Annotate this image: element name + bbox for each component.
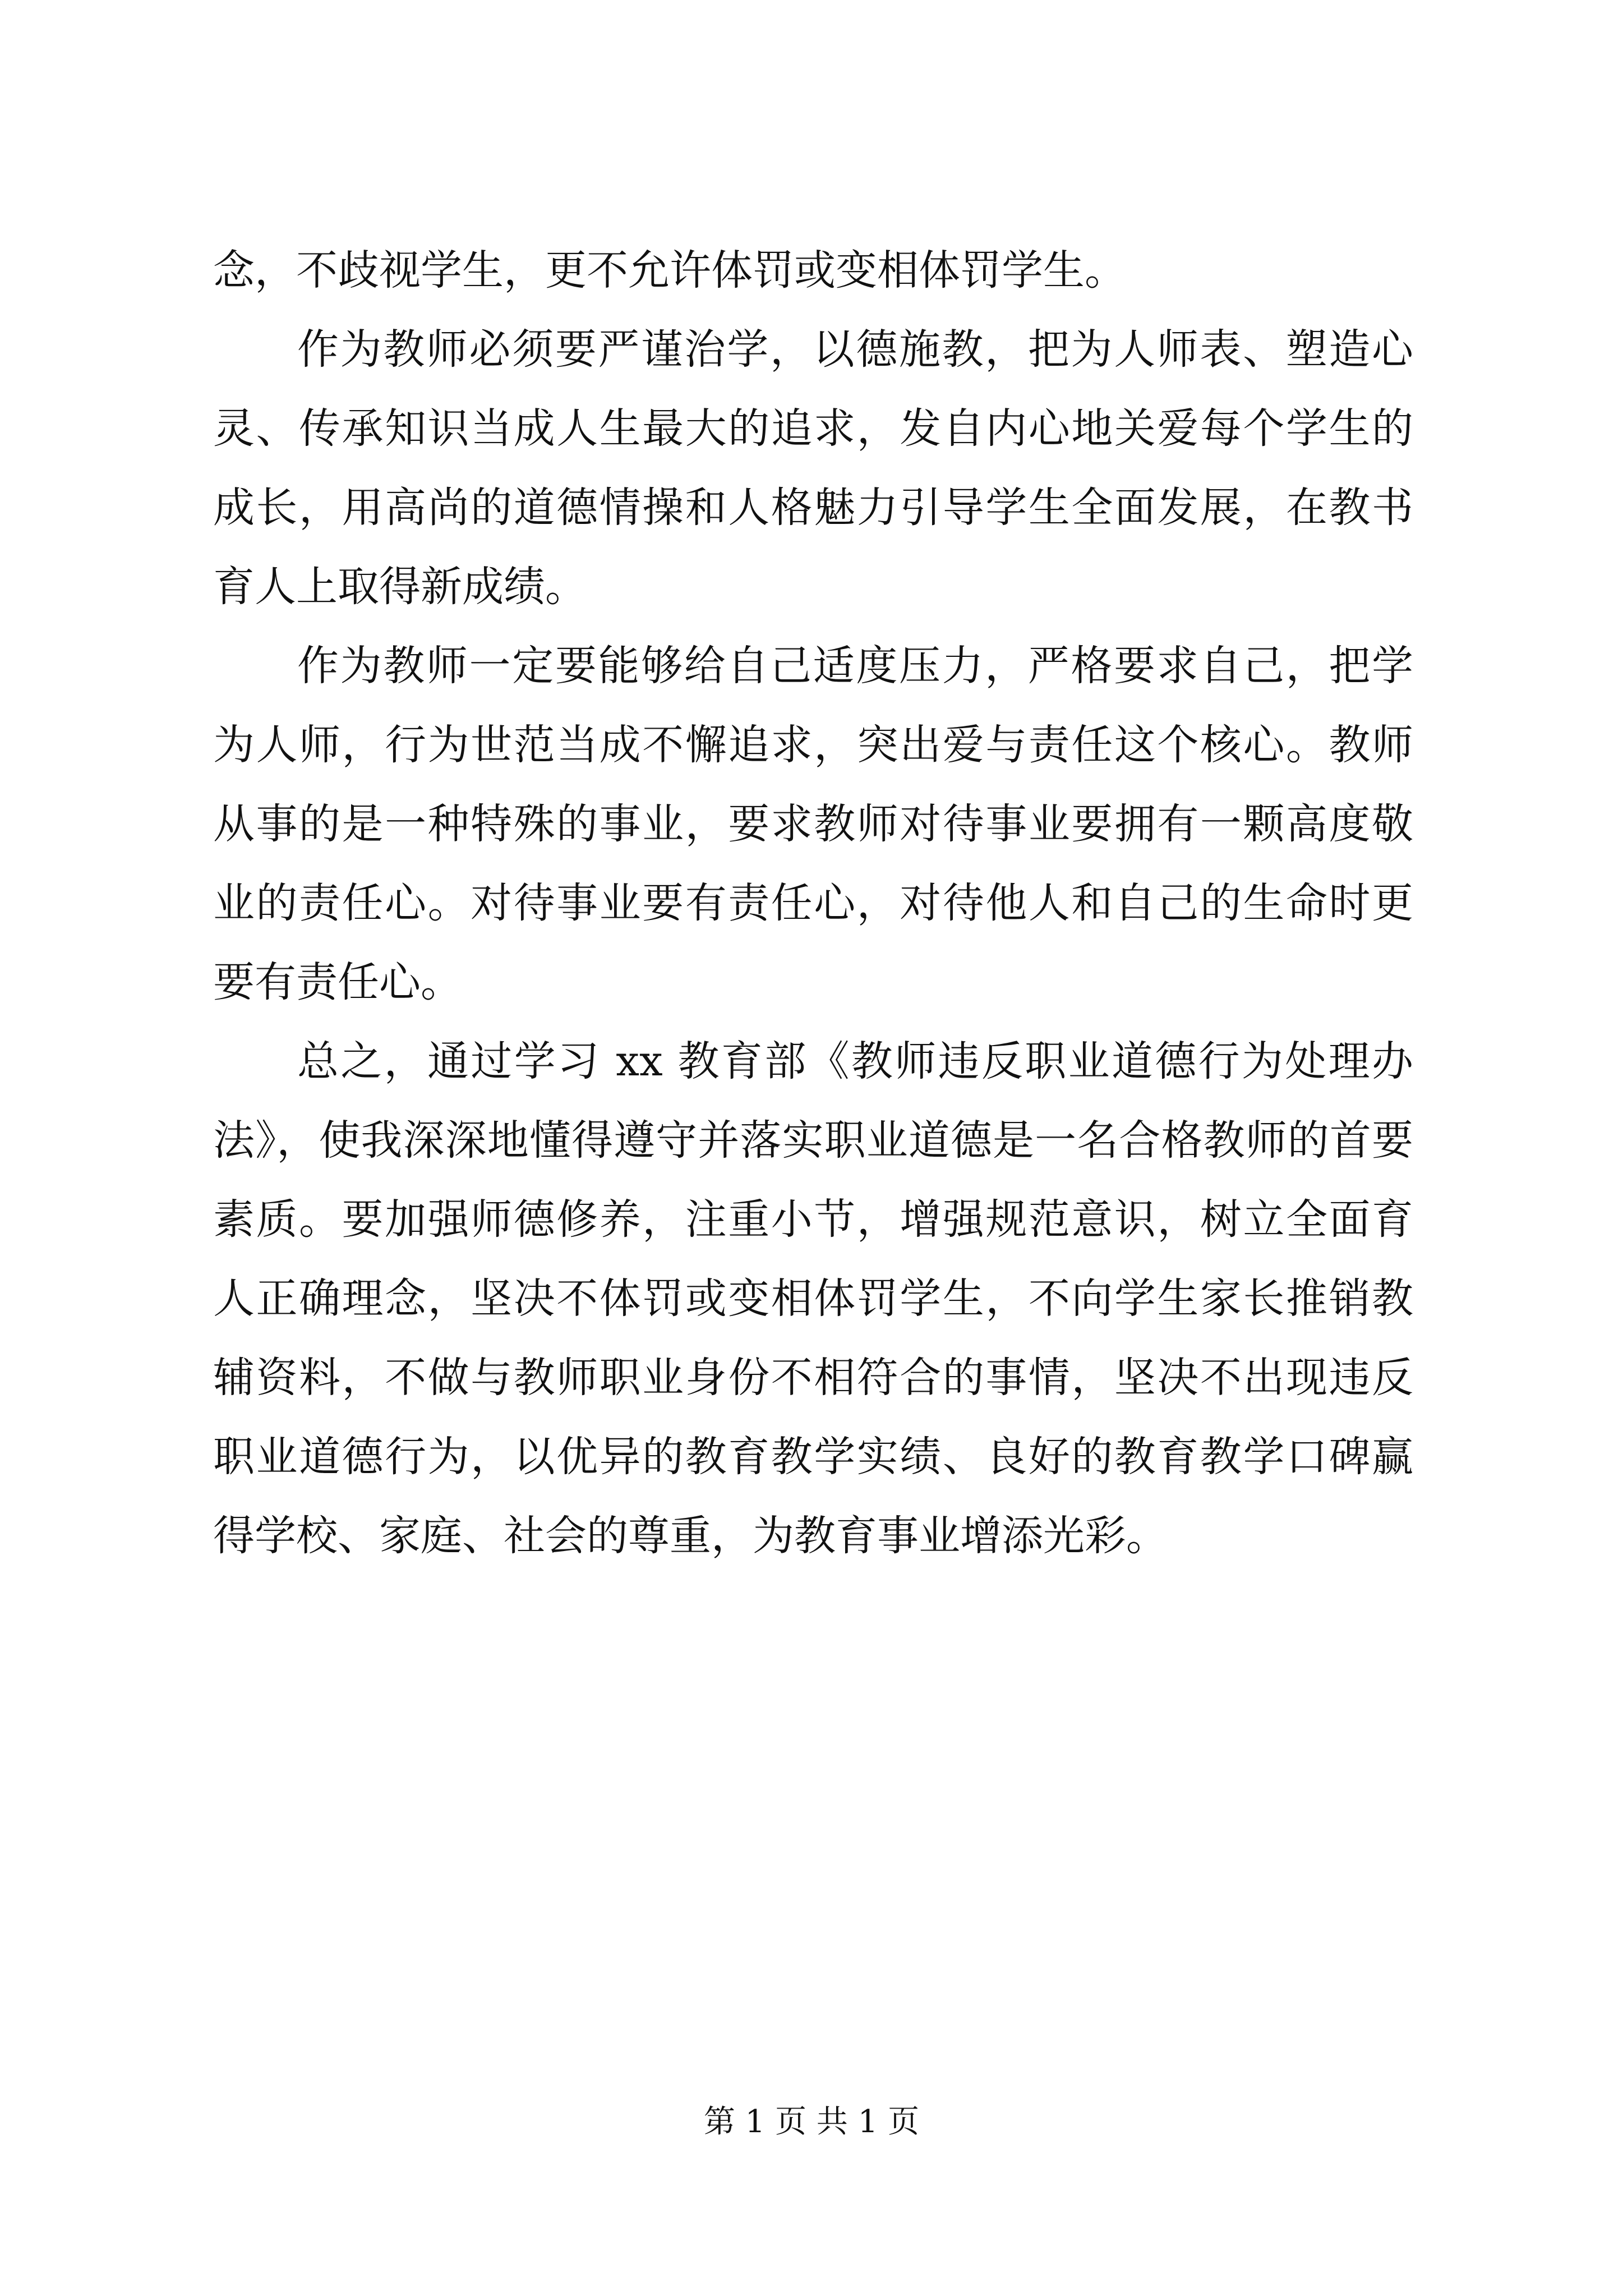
- document-body: [213, 231, 1413, 1576]
- paragraph-1: 念，不歧视学生，更不允许体罚或变相体罚学生。: [213, 246, 1126, 295]
- paragraph-3: 作为教师一定要能够给自己适度压力，严格要求自己，把学为人师，行为世范当成不懈追求，突出爱与责任这个核心。教师从事的是一种特殊的事业，要求教师对待事业要拥有一颗高度敬业的责任心。对待事业要有责任心，对待他人和自己的生命时更要有责任心。: [213, 642, 1413, 1006]
- page-footer: 第 1 页 共 1 页: [703, 2104, 920, 2140]
- paragraph-2: 作为教师必须要严谨治学，以德施教，把为人师表、塑造心灵、传承知识当成人生最大的追求，发自内心地关爱每个学生的成长，用高尚的道德情操和人格魅力引导学生全面发展，在教书育人上取得新成绩。: [213, 325, 1413, 611]
- paragraph-4: 总之，通过学习 xx 教育部《教师违反职业道德行为处理办法》，使我深深地懂得遵守并落实职业道德是一名合格教师的首要素质。要加强师德修养，注重小节，增强规范意识，树立全面育人正确理念，坚决不体罚或变相体罚学生，不向学生家长推销教辅资料，不做与教师职业身份不相符合的事情，坚决不出现违反职业道德行为，以优异的教育教学实绩、良好的教育教学口碑赢得学校、家庭、社会的尊重，为教育事业增添光彩。: [213, 1037, 1413, 1560]
